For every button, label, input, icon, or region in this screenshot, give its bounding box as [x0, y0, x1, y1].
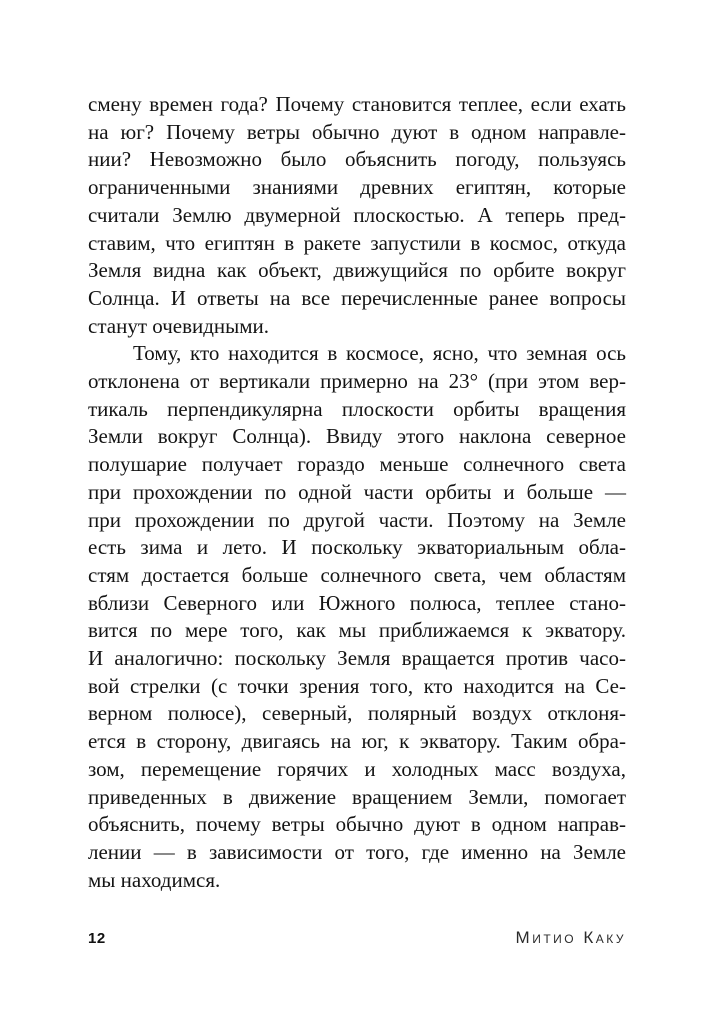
text-line: И аналогично: поскольку Земля вращается против часо-: [88, 646, 626, 671]
text-line: ставим, что египтян в ракете запустили в космос, откуда: [88, 230, 626, 255]
text-line: приведенных в движение вращением Земли, помогает: [88, 784, 626, 809]
page-text: [88, 91, 626, 894]
text-line: на юг? Почему ветры обычно дуют в одном направле-: [88, 119, 626, 144]
text-line: Земли вокруг Солнца). Ввиду этого наклона северное: [88, 424, 626, 449]
text-line: ется в сторону, двигаясь на юг, к экватору. Таким обра-: [88, 729, 626, 754]
text-line: отклонена от вертикали примерно на 23° (при этом вер-: [88, 369, 626, 394]
paragraph: [88, 91, 626, 340]
text-line: считали Землю двумерной плоскостью. А теперь пред-: [88, 202, 626, 227]
page-footer: [88, 928, 626, 948]
text-line: объяснить, почему ветры обычно дуют в одном направ-: [88, 812, 626, 837]
text-line: есть зима и лето. И поскольку экваториальным обла-: [88, 535, 626, 560]
text-line: стям достается больше солнечного света, чем областям: [88, 562, 626, 587]
text-line: вится по мере того, как мы приближаемся к экватору.: [88, 618, 626, 643]
text-line: нии? Невозможно было объяснить погоду, пользуясь: [88, 147, 626, 172]
page-number: 12: [88, 930, 106, 947]
text-line: вой стрелки (с точки зрения того, кто находится на Се-: [88, 673, 626, 698]
text-line: лении — в зависимости от того, где именно на Земле: [88, 839, 626, 864]
text-line: вблизи Северного или Южного полюса, теплее стано-: [88, 590, 626, 615]
text-line: Солнца. И ответы на все перечисленные ранее вопросы: [88, 285, 626, 310]
text-line: Земля видна как объект, движущийся по орбите вокруг: [88, 258, 626, 283]
text-line: верном полюсе), северный, полярный воздух отклоня-: [88, 701, 626, 726]
text-line: зом, перемещение горячих и холодных масс воздуха,: [88, 756, 626, 781]
paragraph: [88, 340, 626, 894]
text-line: мы находимся.: [88, 867, 221, 892]
text-line: ограниченными знаниями древних египтян, которые: [88, 175, 626, 200]
running-title-author: Митио Каку: [515, 928, 626, 947]
text-line: при прохождении по одной части орбиты и больше —: [88, 479, 626, 504]
text-line: смену времен года? Почему становится теплее, если ехать: [88, 92, 626, 116]
text-line: при прохождении по другой части. Поэтому на Земле: [88, 507, 626, 532]
text-line: тикаль перпендикулярна плоскости орбиты вращения: [88, 396, 626, 421]
text-line: полушарие получает гораздо меньше солнечного света: [88, 452, 626, 477]
text-line: станут очевидными.: [88, 313, 270, 338]
text-line: Тому, кто находится в космосе, ясно, что земная ось: [133, 341, 626, 366]
